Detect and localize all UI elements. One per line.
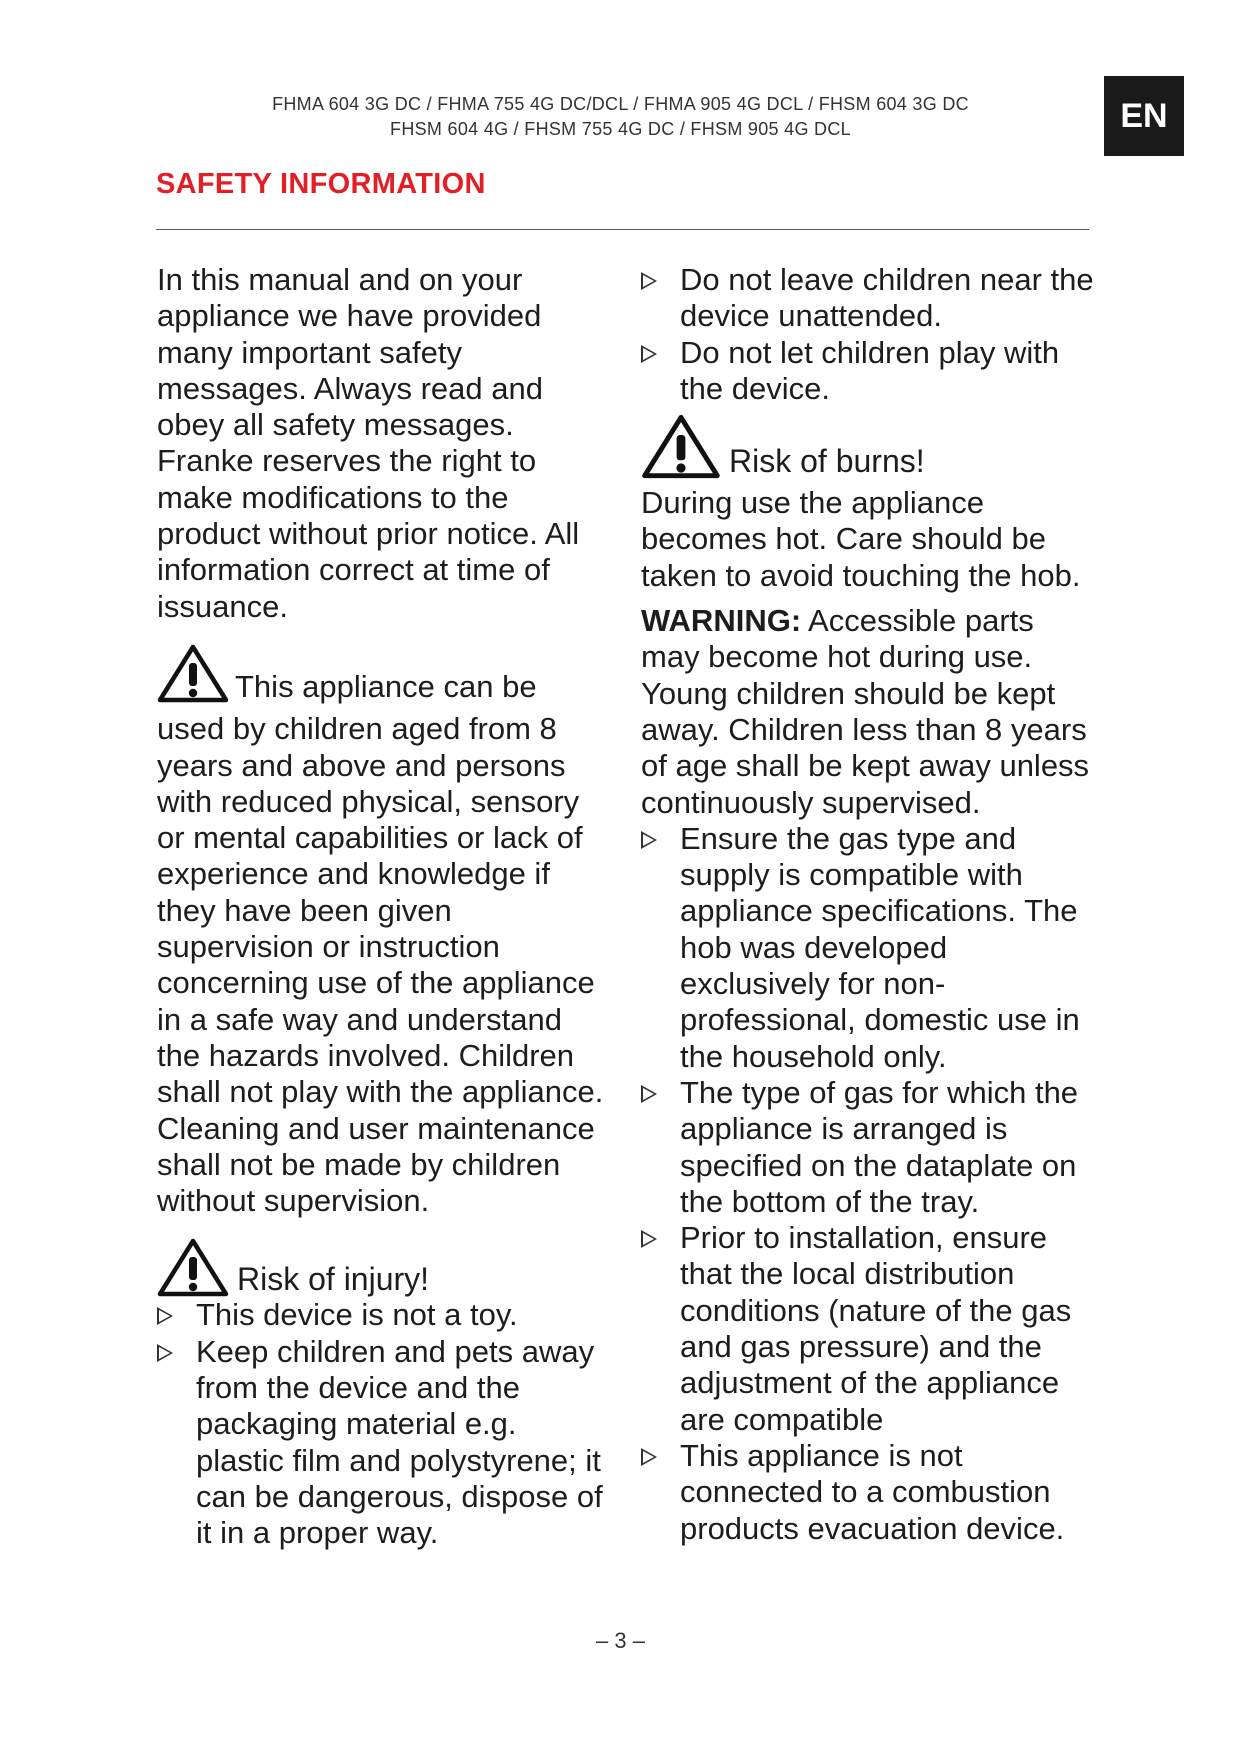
list-item-text: This appliance is not connected to a combustion products evacuation device. (680, 1437, 1065, 1546)
warning-label: WARNING: (641, 603, 802, 639)
list-item (641, 1220, 1096, 1438)
bullet-arrow-icon (641, 345, 657, 363)
bullet-arrow-icon (641, 1085, 657, 1103)
model-list-line-2: FHSM 604 4G / FHSM 755 4G DC / FHSM 905 4G DCL (390, 119, 851, 139)
list-item-text: Ensure the gas type and supply is compatible with appliance specifications. The hob was developed exclusively for non-professional, domestic use in the household only. (680, 820, 1080, 1074)
intro-paragraph: In this manual and on your appliance we have provided many important safety messages. Always read and obey all safety messages. Franke reserves the right to make modifications to the product without prior notice. All information correct at time of issuance. (157, 262, 580, 624)
right-column (641, 262, 1096, 1547)
bullet-arrow-icon (157, 1307, 173, 1325)
injury-heading: Risk of injury! (237, 1261, 430, 1298)
list-item (157, 1297, 609, 1333)
injury-heading-row (157, 1237, 609, 1297)
warning-triangle-icon (641, 413, 721, 479)
warning-paragraph (641, 603, 1096, 821)
children-bullet-list (641, 262, 1096, 407)
burns-paragraph: During use the appliance becomes hot. Care should be taken to avoid touching the hob. (641, 485, 1081, 593)
bullet-arrow-icon (157, 1344, 173, 1362)
bullet-arrow-icon (641, 272, 657, 290)
list-item-text: Do not leave children near the device unattended. (680, 262, 1094, 334)
model-list-line-1: FHMA 604 3G DC / FHMA 755 4G DC/DCL / FHMA 905 4G DCL / FHSM 604 3G DC (272, 94, 969, 114)
bullet-arrow-icon (641, 831, 657, 849)
list-item-text: The type of gas for which the appliance is arranged is specified on the dataplate on the bottom of the tray. (680, 1074, 1079, 1219)
gas-bullet-list (641, 821, 1096, 1547)
warning-text: Accessible parts may become hot during use. Young children should be kept away. Children less than 8 years of age shall be kept away unless continuously supervised. (641, 603, 1090, 820)
section-title: SAFETY INFORMATION (156, 168, 486, 200)
list-item (641, 335, 1096, 408)
language-badge: EN (1104, 76, 1184, 156)
model-list (0, 92, 1241, 142)
warning-triangle-icon (157, 1237, 229, 1297)
bullet-arrow-icon (641, 1230, 657, 1248)
injury-bullet-list (157, 1297, 609, 1551)
left-column (157, 262, 609, 1552)
title-divider (156, 229, 1089, 230)
burns-heading-row (641, 413, 1096, 479)
list-item (157, 1334, 609, 1552)
burns-heading: Risk of burns! (729, 443, 925, 480)
list-item-text: This device is not a toy. (196, 1297, 518, 1333)
list-item (641, 821, 1096, 1075)
list-item (641, 262, 1096, 335)
list-item-text: Prior to installation, ensure that the local distribution conditions (nature of the gas and gas pressure) and the adjustment of the appliance are compatible (680, 1220, 1072, 1437)
bullet-arrow-icon (641, 1448, 657, 1466)
children-warning-text: This appliance can be used by children aged from 8 years and above and persons with reduced physical, sensory or mental capabilities or lack of experience and knowledge if they have been given supervision or instruction concerning use of the appliance in a safe way and understand the hazards involved. Children shall not play with the appliance. Cleaning and user maintenance shall not be made by children without supervision. (157, 668, 604, 1219)
warning-triangle-icon (157, 643, 229, 711)
list-item (641, 1438, 1096, 1547)
list-item (641, 1075, 1096, 1220)
children-warning-block (157, 643, 609, 1219)
list-item-text: Do not let children play with the device. (680, 334, 1060, 406)
list-item-text: Keep children and pets away from the device and the packaging material e.g. plastic film and polystyrene; it can be dangerous, dispose of it in a proper way. (196, 1333, 603, 1551)
page-number: – 3 – (596, 1628, 645, 1653)
